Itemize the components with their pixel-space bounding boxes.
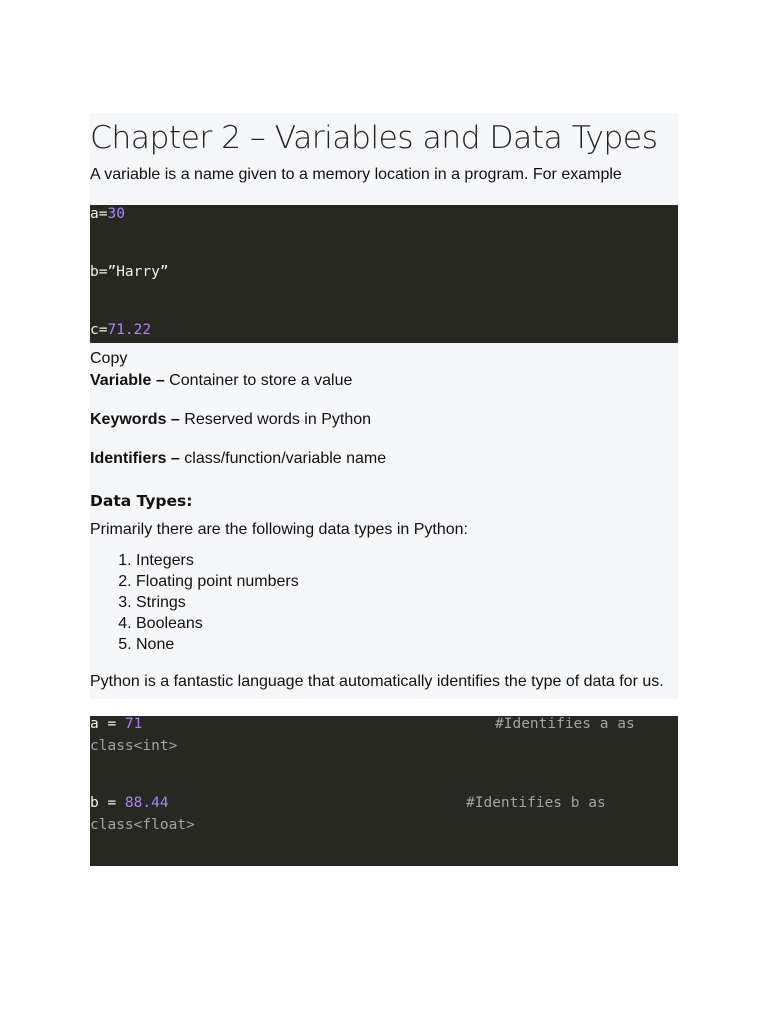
code-block-types[interactable] [90, 716, 678, 866]
code-block-variables[interactable] [90, 205, 678, 343]
copy-button[interactable]: Copy [90, 350, 128, 367]
spacer [90, 699, 678, 716]
list-item: 4. Booleans [136, 613, 678, 634]
code-comment: #Identifies b as [466, 795, 606, 811]
document-page [90, 113, 678, 866]
definition-identifiers: Identifiers – class/function/variable name [90, 450, 387, 467]
intro-text: A variable is a name given to a memory location in a program. For example [90, 166, 622, 183]
code-line: a=30 [90, 206, 125, 222]
code-line: b = 88.44 [90, 795, 169, 811]
list-item: 2. Floating point numbers [136, 571, 678, 592]
code-comment: #Identifies a as [495, 716, 635, 732]
intro-section [90, 113, 678, 205]
page-title: Chapter 2 – Variables and Data Types [90, 120, 658, 156]
list-item: 1. Integers [136, 550, 678, 571]
code-line: a = 71 [90, 716, 143, 732]
definition-keywords: Keywords – Reserved words in Python [90, 411, 372, 428]
list-item: 5. None [136, 634, 678, 655]
code-line: b=”Harry” [90, 264, 169, 280]
code-comment-wrap: class<float> [90, 817, 195, 833]
definitions-section [90, 343, 678, 699]
data-types-heading: Data Types: [90, 492, 193, 510]
python-note: Python is a fantastic language that automatically identifies the type of data for us. [90, 673, 664, 690]
data-types-list [90, 550, 678, 655]
list-item: 3. Strings [136, 592, 678, 613]
data-types-intro: Primarily there are the following data types in Python: [90, 521, 468, 538]
definition-variable: Variable – Container to store a value [90, 372, 353, 389]
code-comment-wrap: class<int> [90, 738, 178, 754]
code-line: c=71.22 [90, 322, 152, 338]
